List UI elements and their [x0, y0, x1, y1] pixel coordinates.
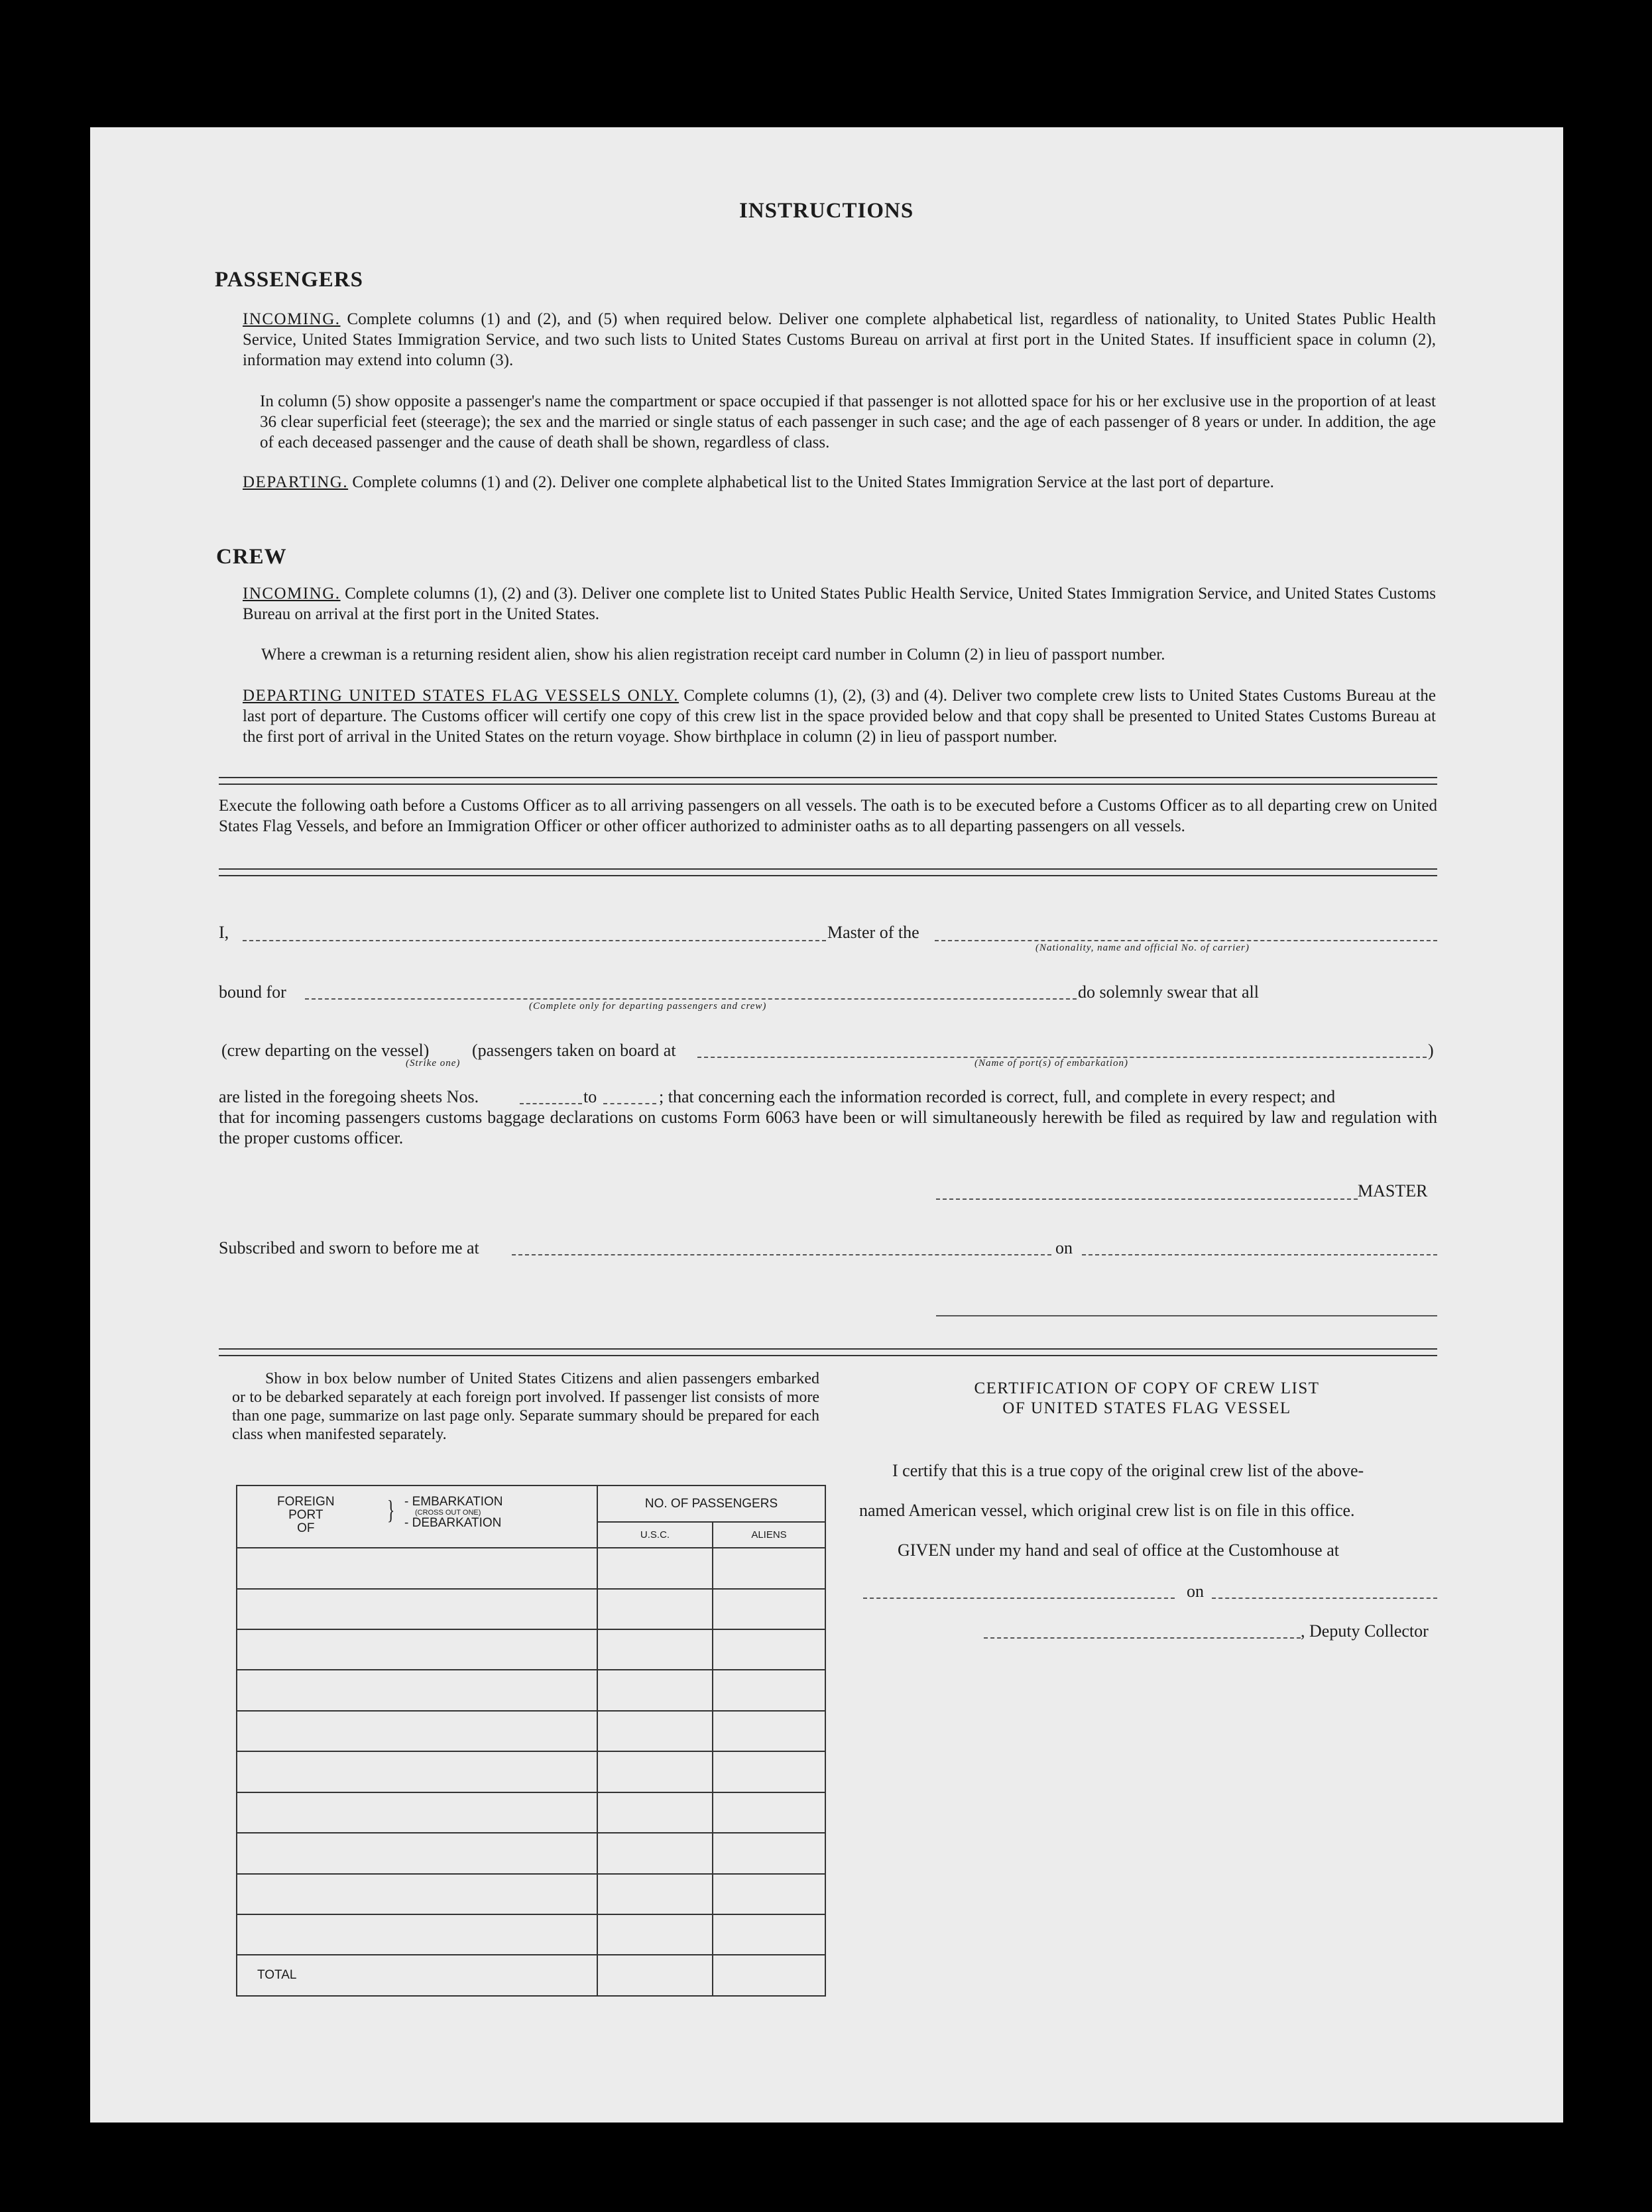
passengers-departing-label: DEPARTING. [243, 473, 349, 491]
certification-title [855, 1379, 1439, 1419]
foreign-header-line1: FOREIGN [277, 1495, 335, 1509]
master-of-label: Master of the [827, 923, 919, 942]
aliens-cell[interactable] [713, 1589, 825, 1629]
passengers-incoming-text: Complete columns (1) and (2), and (5) when required below. Deliver one complete alphabetical list, regardless of nationality, to United States Public Health Service, United States Immigration Service, and two such lists to United States Customs Bureau on arrival at first port in the United States. If insufficient space in column (2), information may extend into column (3). [243, 310, 1436, 369]
aliens-cell[interactable] [713, 1751, 825, 1792]
crew-incoming-paragraph [243, 583, 1436, 624]
crew-incoming-text: Complete columns (1), (2) and (3). Deliver one complete list to United States Public Health Service, United States Immigration Service, and United States Customs Bureau on arrival at the first port in the United States. [243, 585, 1437, 623]
subscribed-label: Subscribed and sworn to before me at [219, 1238, 479, 1257]
ports-note: (Name of port(s) of embarkation) [974, 1058, 1128, 1069]
certification-title-line2: OF UNITED STATES FLAG VESSEL [1002, 1399, 1291, 1417]
foreign-header-line2: PORT [288, 1508, 324, 1522]
passengers-departing-text: Complete columns (1) and (2). Deliver one complete alphabetical list to the United States Immigration Service at the last port of departure. [352, 473, 1274, 491]
bound-for-field[interactable] [305, 998, 1077, 1000]
passengers-taken-option[interactable]: (passengers taken on board at [472, 1041, 676, 1060]
brace-symbol: } [386, 1495, 395, 1525]
aliens-cell[interactable] [713, 1629, 825, 1670]
total-label: TOTAL [237, 1955, 597, 1996]
sheet-from-field[interactable] [520, 1103, 582, 1104]
crew-departing-paragraph [243, 685, 1436, 747]
usc-header: U.S.C. [597, 1522, 713, 1548]
carrier-field[interactable] [935, 940, 1437, 941]
crew-departing-text: Complete columns (1), (2), (3) and (4). Deliver two complete crew lists to United States Customs Bureau at the last port of departure. The Customs officer will certify one copy of this crew list in the space provided below and that copy shall be presented to United States Customs Bureau at the first port of arrival in the United States on the return voyage. Show birthplace in column (2) in lieu of passport number. [243, 687, 1436, 746]
usc-cell[interactable] [597, 1670, 713, 1710]
sworn-date-field[interactable] [1082, 1254, 1437, 1255]
port-cell[interactable] [237, 1914, 597, 1955]
aliens-cell[interactable] [713, 1711, 825, 1751]
section-divider-2 [219, 868, 1437, 876]
aliens-cell[interactable] [713, 1914, 825, 1955]
port-cell[interactable] [237, 1629, 597, 1670]
aliens-cell[interactable] [713, 1670, 825, 1710]
passengers-departing-paragraph [243, 472, 1436, 493]
cross-out-note: (CROSS OUT ONE) [415, 1509, 481, 1517]
given-line: GIVEN under my hand and seal of office at the Customhouse at [898, 1541, 1339, 1560]
port-cell[interactable] [237, 1670, 597, 1710]
listed-prefix: are listed in the foregoing sheets Nos. [219, 1087, 479, 1106]
embarkation-option[interactable]: - EMBARKATION [404, 1495, 503, 1509]
certification-on-label: on [1187, 1582, 1204, 1601]
bound-note: (Complete only for departing passengers and crew) [529, 1001, 767, 1012]
section-divider-1 [219, 777, 1437, 785]
passenger-summary-table [236, 1485, 826, 1997]
certify-line1: I certify that this is a true copy of the original crew list of the above- [892, 1461, 1364, 1480]
usc-cell[interactable] [597, 1548, 713, 1588]
officer-signature-field[interactable] [936, 1315, 1437, 1316]
oath-i-label: I, [219, 923, 229, 942]
listed-rest: that for incoming passengers customs baggage declarations on customs Form 6063 have been or will simultaneously herewith be filed as required by law and regulation with the proper customs officer. [219, 1108, 1437, 1147]
usc-cell[interactable] [597, 1874, 713, 1914]
passengers-incoming-paragraph [243, 309, 1436, 371]
foreign-header-line3: OF [297, 1521, 315, 1535]
usc-cell[interactable] [597, 1914, 713, 1955]
swear-label: do solemnly swear that all [1078, 982, 1259, 1002]
port-cell[interactable] [237, 1833, 597, 1873]
listed-suffix: ; that concerning each the information recorded is correct, full, and complete in every respect; and [659, 1087, 1336, 1106]
port-cell[interactable] [237, 1548, 597, 1588]
passengers-incoming-label: INCOMING. [243, 310, 341, 328]
page-title: INSTRUCTIONS [739, 199, 914, 223]
aliens-cell[interactable] [713, 1792, 825, 1833]
passengers-column5-paragraph: In column (5) show opposite a passenger's name the compartment or space occupied if that passenger is not allotted space for his or her exclusive use in the proportion of at least 36 clear superficial feet (steerage); the sex and the married or single status of each passenger in such case; and the age of each passenger of 8 years or under. In addition, the age of each deceased passenger and the cause of death shall be shown, regardless of class. [260, 392, 1436, 451]
aliens-cell[interactable] [713, 1874, 825, 1914]
sworn-place-field[interactable] [512, 1254, 1051, 1255]
foreign-port-header [277, 1495, 335, 1535]
sheet-to-field[interactable] [603, 1103, 656, 1104]
total-usc-cell[interactable] [597, 1955, 713, 1996]
crew-alien-paragraph: Where a crewman is a returning resident alien, show his alien registration receipt card number in Column (2) in lieu of passport number. [261, 646, 1165, 664]
aliens-header: ALIENS [713, 1522, 825, 1548]
aliens-cell[interactable] [713, 1833, 825, 1873]
aliens-cell[interactable] [713, 1548, 825, 1588]
certify-line2: named American vessel, which original crew list is on file in this office. [859, 1501, 1355, 1520]
section-divider-3 [219, 1348, 1437, 1356]
passengers-header: NO. OF PASSENGERS [597, 1485, 825, 1522]
customhouse-field[interactable] [863, 1598, 1175, 1599]
port-cell[interactable] [237, 1874, 597, 1914]
port-header-cell [237, 1485, 597, 1548]
total-aliens-cell[interactable] [713, 1955, 825, 1996]
deputy-collector-label: , Deputy Collector [1301, 1621, 1429, 1641]
certification-date-field[interactable] [1212, 1598, 1437, 1599]
carrier-note: (Nationality, name and official No. of carrier) [1035, 943, 1250, 953]
debarkation-option[interactable]: - DEBARKATION [404, 1516, 502, 1530]
embark-debark-options [404, 1495, 503, 1530]
crew-departing-label: DEPARTING UNITED STATES FLAG VESSELS ONLY. [243, 687, 679, 705]
master-label: MASTER [1358, 1181, 1428, 1200]
oath-instructions: Execute the following oath before a Customs Officer as to all arriving passengers on all vessels. The oath is to be executed before a Customs Officer as to all departing crew on United States Flag Vessels, and before an Immigration Officer or other officer authorized to administer oaths as to all departing passengers on all vessels. [219, 797, 1437, 835]
deputy-signature-field[interactable] [984, 1637, 1301, 1639]
sworn-on-label: on [1055, 1238, 1073, 1257]
usc-cell[interactable] [597, 1833, 713, 1873]
port-cell[interactable] [237, 1589, 597, 1629]
crew-heading: CREW [216, 545, 287, 569]
crew-incoming-label: INCOMING. [243, 585, 341, 603]
usc-cell[interactable] [597, 1751, 713, 1792]
usc-cell[interactable] [597, 1792, 713, 1833]
usc-cell[interactable] [597, 1589, 713, 1629]
strike-note: (Strike one) [406, 1058, 461, 1069]
summary-intro: Show in box below number of United States Citizens and alien passengers embarked or to be debarked separately at each foreign port involved. If passenger list consists of more than one page, summarize on last page only. Separate summary should be prepared for each class when manifested separately. [232, 1370, 819, 1443]
passengers-heading: PASSENGERS [215, 268, 363, 292]
port-cell[interactable] [237, 1751, 597, 1792]
usc-cell[interactable] [597, 1629, 713, 1670]
port-cell[interactable] [237, 1711, 597, 1751]
crew-departing-option[interactable]: (crew departing on the vessel) [221, 1041, 430, 1060]
bound-for-label: bound for [219, 982, 286, 1002]
to-label: to [583, 1087, 597, 1106]
master-name-field[interactable] [243, 940, 826, 941]
close-paren: ) [1428, 1041, 1434, 1060]
master-signature-field[interactable] [936, 1198, 1358, 1200]
usc-cell[interactable] [597, 1711, 713, 1751]
certification-title-line1: CERTIFICATION OF COPY OF CREW LIST [974, 1379, 1320, 1397]
port-cell[interactable] [237, 1792, 597, 1833]
